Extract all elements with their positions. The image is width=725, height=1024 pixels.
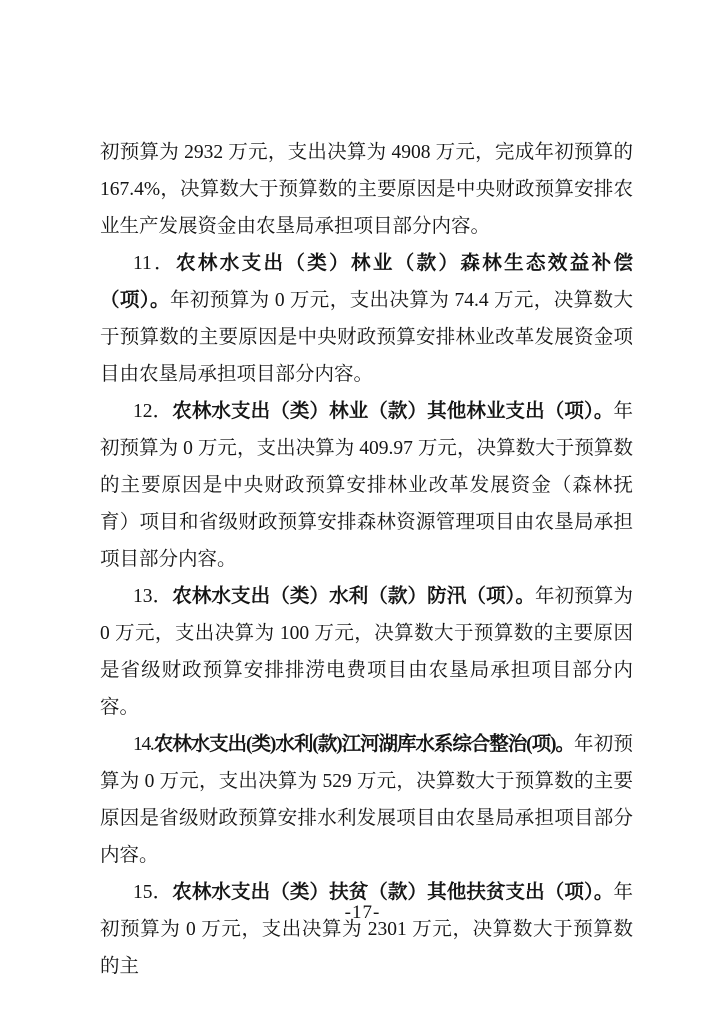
item-heading: 农林水支出（类）水利（款）防汛（项）。 [172, 586, 536, 607]
item-heading: 农林水支出（类）林业（款）其他林业支出（项）。 [172, 401, 614, 422]
paragraph-text: 年初预算为 0 万元，支出决算为 409.97 万元，决算数大于预算数的主要原因是中央财政预算安排林业改革发展资金（森林抚育）项目和省级财政预算安排森林资源管理项目由农垦局承担项目部分内容。 [100, 401, 633, 570]
budget-item-13-paragraph [100, 578, 633, 726]
budget-item-14-paragraph [100, 726, 633, 874]
item-number: 15． [133, 882, 173, 903]
item-number: 13． [133, 586, 173, 607]
document-body [100, 134, 633, 985]
paragraph-text: 年初预算为 0 万元，支出决算为 74.4 万元，决算数大于预算数的主要原因是中央财政预算安排林业改革发展资金项目由农垦局承担项目部分内容。 [100, 290, 633, 385]
item-heading: 农林水支出（类）扶贫（款）其他扶贫支出（项）。 [172, 882, 614, 903]
budget-item-15-paragraph [100, 874, 633, 985]
budget-item-11-paragraph [100, 245, 633, 393]
item-heading: 农林水支出(类)水利(款)江河湖库水系综合整治(项)。 [153, 734, 574, 755]
paragraph-text: 年初预算为 0 万元，支出决算为 2301 万元，决算数大于预算数的主 [100, 882, 633, 977]
item-number: 12． [133, 401, 173, 422]
item-number: 11． [133, 253, 177, 274]
page-number: -17- [344, 902, 381, 923]
item-heading: 农林水支出（类）林业（款）森林生态效益补偿（项）。 [100, 253, 633, 311]
paragraph-text: 年初预算为 0 万元，支出决算为 529 万元，决算数大于预算数的主要原因是省级财政预算安排水利发展项目由农垦局承担项目部分内容。 [100, 734, 633, 866]
paragraph-text: 初预算为 2932 万元，支出决算为 4908 万元，完成年初预算的167.4%，决算数大于预算数的主要原因是中央财政预算安排农业生产发展资金由农垦局承担项目部分内容。 [100, 142, 633, 237]
paragraph-continuation [100, 134, 633, 245]
item-number: 14. [133, 734, 154, 755]
paragraph-text: 年初预算为 0 万元，支出决算为 100 万元，决算数大于预算数的主要原因是省级财政预算安排排涝电费项目由农垦局承担项目部分内容。 [100, 586, 633, 718]
budget-item-12-paragraph [100, 393, 633, 578]
